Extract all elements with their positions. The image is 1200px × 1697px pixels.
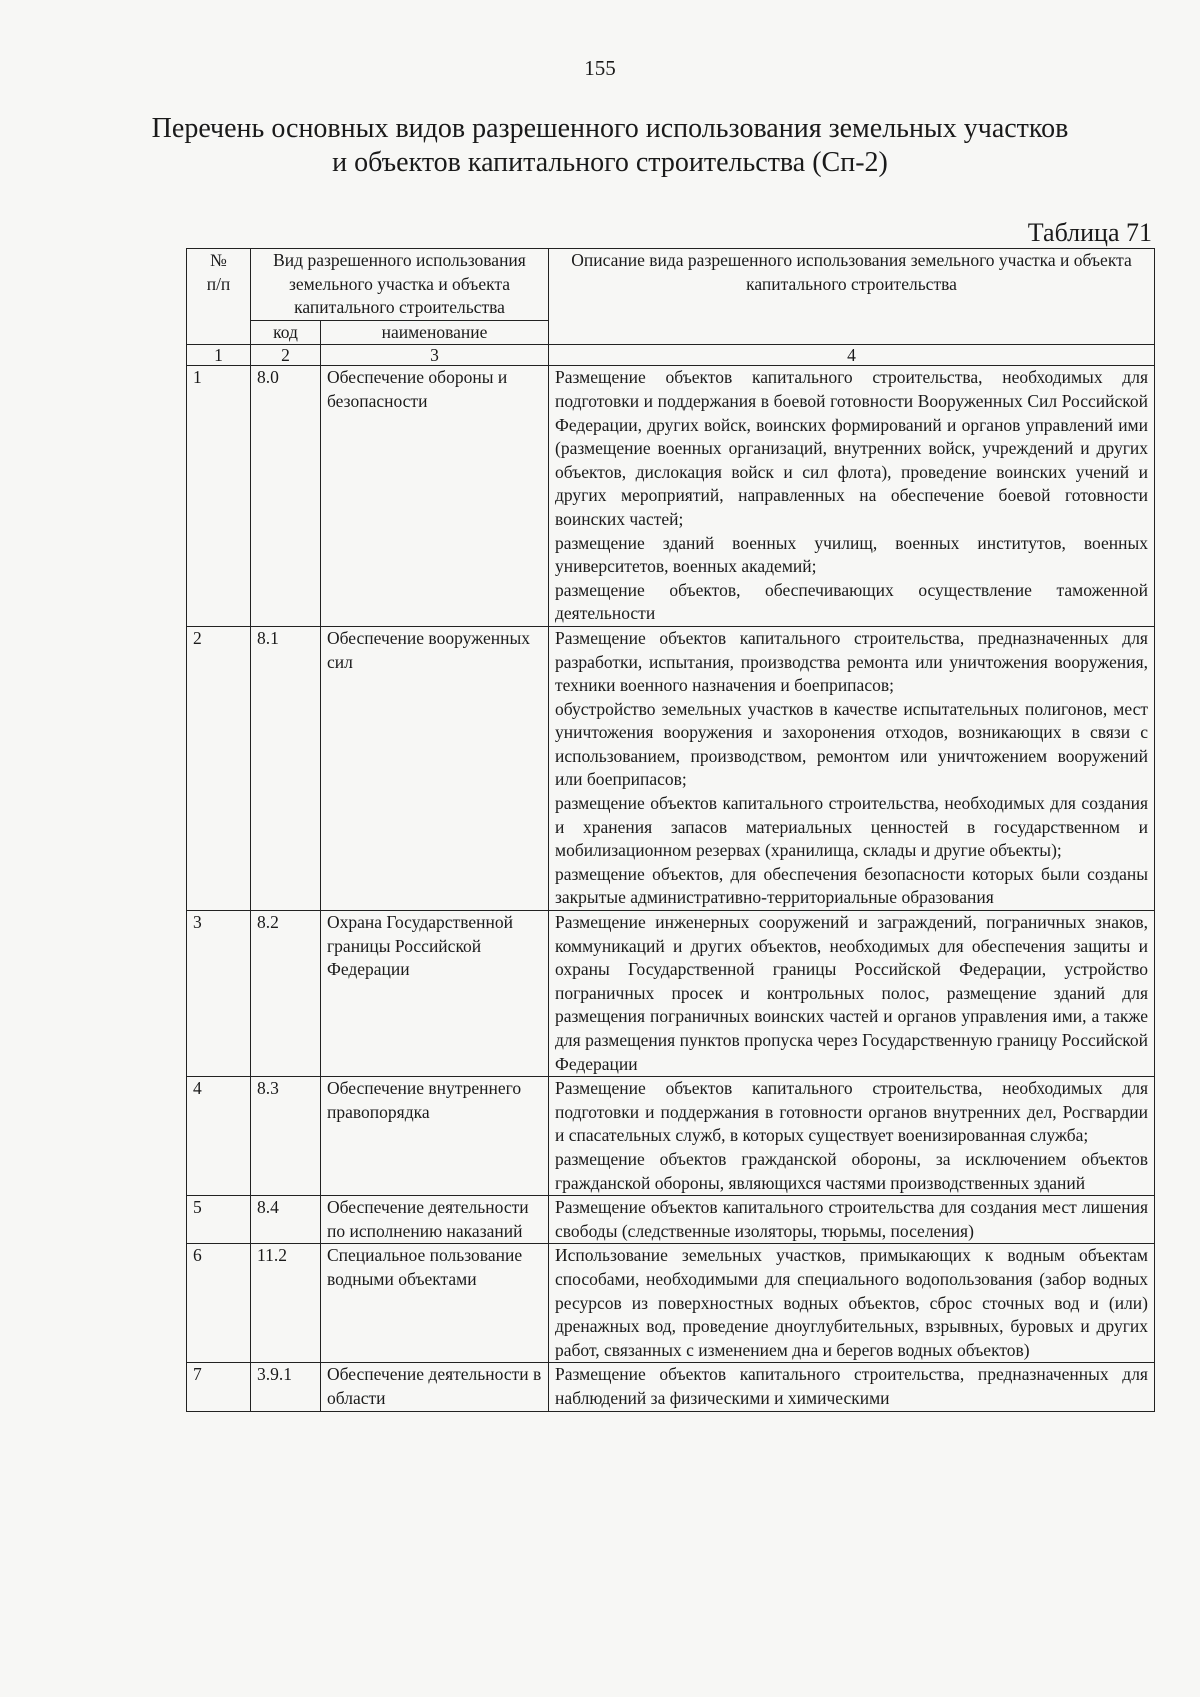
column-number-4: 4 (549, 345, 1155, 366)
row-description: Использование земельных участков, примыкающих к водным объектам способами, необходимыми для специального водопользования (забор водных ресурсов из поверхностных водных объектов, сброс сточных вод и (или) дренажных вод, проведение дноуглубительных, взрывных, буровых и других работ, связанных с изменением дна и берегов водных объектов) (549, 1244, 1155, 1363)
row-code: 8.1 (251, 626, 321, 910)
title-line-1: Перечень основных видов разрешенного использования земельных участков (151, 113, 1069, 144)
row-name: Обеспечение деятельности в области (321, 1363, 549, 1411)
row-number: 6 (187, 1244, 251, 1363)
page-number: 155 (584, 56, 616, 80)
header-code: код (251, 320, 321, 345)
row-name: Обеспечение обороны и безопасности (321, 366, 549, 627)
row-description: Размещение объектов капитального строительства, предназначенных для наблюдений за физическими и химическими (549, 1363, 1155, 1411)
table-row (187, 1196, 1155, 1244)
table-caption: Таблица 71 (1027, 218, 1152, 247)
row-code: 11.2 (251, 1244, 321, 1363)
row-number: 2 (187, 626, 251, 910)
row-number: 5 (187, 1196, 251, 1244)
row-code: 8.4 (251, 1196, 321, 1244)
row-name: Специальное пользование водными объектами (321, 1244, 549, 1363)
row-code: 3.9.1 (251, 1363, 321, 1411)
row-name: Обеспечение деятельности по исполнению наказаний (321, 1196, 549, 1244)
row-code: 8.2 (251, 911, 321, 1077)
table-row (187, 1244, 1155, 1363)
column-number-2: 2 (251, 345, 321, 366)
row-name: Охрана Государственной границы Российской Федерации (321, 911, 549, 1077)
row-description: Размещение объектов капитального строительства, необходимых для подготовки и поддержания в готовности органов внутренних дел, Росгвардии и спасательных служб, в которых существует военизированная служба; размещение объектов гражданской обороны, за исключением объектов гражданской обороны, являющихся частями производственных зданий (549, 1077, 1155, 1196)
row-number: 3 (187, 911, 251, 1077)
table-row (187, 911, 1155, 1077)
row-code: 8.0 (251, 366, 321, 627)
row-description: Размещение объектов капитального строительства, необходимых для подготовки и поддержания в боевой готовности Вооруженных Сил Российской Федерации, других войск, воинских формирований и органов управлений ими (размещение военных организаций, внутренних войск, учреждений и других объектов, дислокация войск и сил флота), проведение воинских учений и других мероприятий, направленных на обеспечение боевой готовности воинских частей; размещение зданий военных училищ, военных институтов, военных университетов, военных академий; размещение объектов, обеспечивающих осуществление таможенной деятельности (549, 366, 1155, 627)
table-row (187, 626, 1155, 910)
row-number: 7 (187, 1363, 251, 1411)
row-name: Обеспечение внутреннего правопорядка (321, 1077, 549, 1196)
document-title (150, 112, 1070, 180)
column-number-3: 3 (321, 345, 549, 366)
row-number: 1 (187, 366, 251, 627)
title-line-2: и объектов капитального строительства (Сп-2) (332, 147, 888, 178)
table-row (187, 1363, 1155, 1411)
table-row (187, 1077, 1155, 1196)
header-number: № п/п (187, 249, 251, 345)
column-number-1: 1 (187, 345, 251, 366)
row-code: 8.3 (251, 1077, 321, 1196)
row-number: 4 (187, 1077, 251, 1196)
header-description: Описание вида разрешенного использования земельного участка и объекта капитального строительства (549, 249, 1155, 345)
row-name: Обеспечение вооруженных сил (321, 626, 549, 910)
row-description: Размещение объектов капитального строительства для создания мест лишения свободы (следственные изоляторы, тюрьмы, поселения) (549, 1196, 1155, 1244)
row-description: Размещение инженерных сооружений и заграждений, пограничных знаков, коммуникаций и других объектов, необходимых для обеспечения защиты и охраны Государственной границы Российской Федерации, устройство пограничных просек и контрольных полос, размещение зданий для размещения пограничных воинских частей и органов управления ими, а также для размещения пунктов пропуска через Государственную границу Российской Федерации (549, 911, 1155, 1077)
row-description: Размещение объектов капитального строительства, предназначенных для разработки, испытания, производства ремонта или уничтожения вооружения, техники военного назначения и боеприпасов; обустройство земельных участков в качестве испытательных полигонов, мест уничтожения вооружения и захоронения отходов, возникающих в связи с использованием, производством, ремонтом или уничтожением вооружений или боеприпасов; размещение объектов капитального строительства, необходимых для создания и хранения запасов материальных ценностей в государственном и мобилизационном резервах (хранилища, склады и другие объекты); размещение объектов, для обеспечения безопасности которых были созданы закрытые административно-территориальные образования (549, 626, 1155, 910)
table-row (187, 366, 1155, 627)
land-use-table (186, 248, 1155, 1412)
header-name: наименование (321, 320, 549, 345)
header-use-type: Вид разрешенного использования земельного участка и объекта капитального строительства (251, 249, 549, 321)
